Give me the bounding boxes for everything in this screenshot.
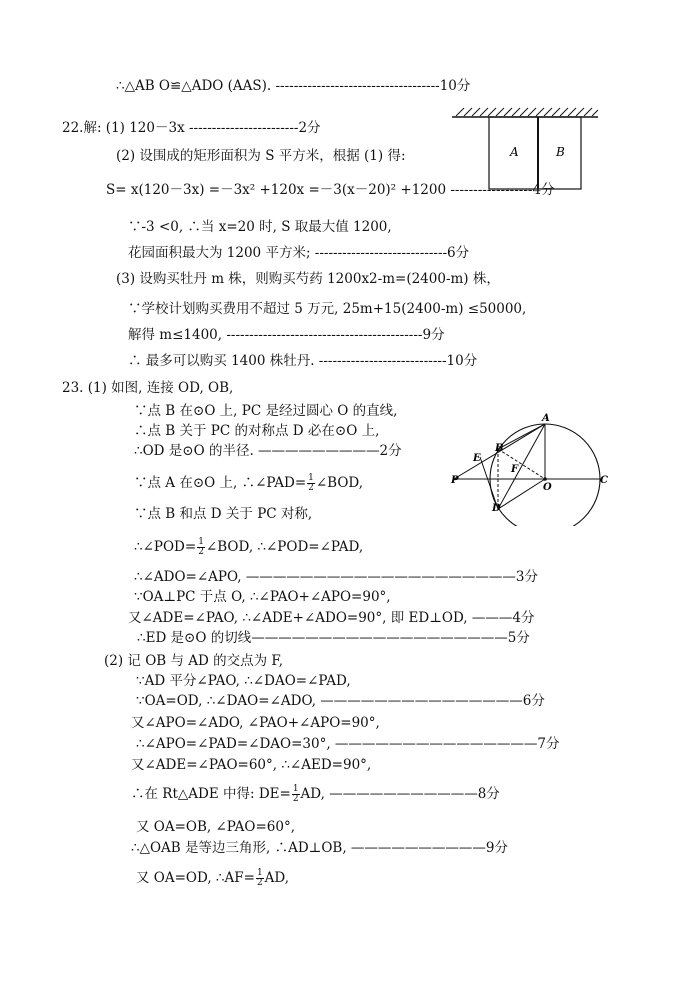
answer-23-tangent: ∴ED 是⊙O 的切线———————————————————5分: [137, 630, 530, 646]
answer-23-ed-perp-od: 又∠ADE=∠PAO, ∴∠ADE+∠ADO=90°, 即 ED⊥OD, ———4分: [128, 610, 535, 626]
angle-pod-text-end: ∠BOD, ∴∠POD=∠PAD,: [205, 539, 364, 555]
answer-23-ado-apo: ∴∠ADO=∠APO, ————————————————————3分: [134, 569, 538, 585]
de-text-end: AD, ———————————8分: [300, 786, 500, 802]
answer-23-equilateral: ∴△OAB 是等边三角形, ∴AD⊥OB, ——————————9分: [131, 840, 509, 856]
answer-23-isosceles: ∵OA=OD, ∴∠DAO=∠ADO, ———————————————6分: [136, 693, 545, 709]
segment-de: [480, 457, 498, 509]
point-f-label: F: [511, 464, 519, 475]
answer-22-part3-setup: (3) 设购买牡丹 m 株，则购买芍药 1200x2-m=(2400-m) 株，: [116, 271, 500, 287]
point-d-label: D: [492, 503, 501, 514]
answer-23-angle-sum: 又∠APO=∠ADO, ∠PAO+∠APO=90°,: [131, 715, 380, 731]
answer-22-inequality: ∵学校计划购买费用不超过 5 万元, 25m+15(2400-m) ≤50000,: [128, 301, 527, 317]
answer-23-aed-right: 又∠ADE=∠PAO=60°, ∴∠AED=90°,: [131, 757, 372, 773]
answer-22-conclusion: ∴ 最多可以购买 1400 株牡丹. ----------------------------10分: [128, 353, 478, 369]
answer-22-part2-setup: (2) 设围成的矩形面积为 S 平方米，根据 (1) 得:: [116, 148, 406, 164]
answer-23-part2-intro: (2) 记 OB 与 AD 的交点为 F,: [104, 653, 283, 669]
fraction-half: $\frac{1}{2}$: [308, 473, 314, 493]
point-c-label: C: [600, 475, 608, 486]
fraction-half: $\frac{1}{2}$: [198, 537, 204, 557]
region-b-label: B: [556, 145, 565, 159]
answer-23-perpendicular: ∵OA⊥PC 于点 O, ∴∠PAO+∠APO=90°,: [134, 589, 391, 605]
point-b-label: B: [495, 443, 504, 454]
answer-23-oa-ob: 又 OA=OB, ∠PAO=60°,: [136, 819, 295, 835]
answer-23-bisector: ∵AD 平分∠PAO, ∴∠DAO=∠PAD,: [136, 673, 351, 689]
answer-22-solve: 解得 m≤1400, -------------------------------------------9分: [128, 327, 445, 343]
answer-23-symmetry: ∵点 B 和点 D 关于 PC 对称,: [134, 506, 313, 522]
angle-pod-text: ∴∠POD=: [134, 539, 197, 555]
af-text-end: AD,: [264, 870, 290, 886]
angle-pad-text-end: ∠BOD,: [315, 475, 364, 491]
de-text: ∴在 Rt△ADE 中得: DE=: [131, 786, 291, 802]
answer-23-af-half-ad: [136, 869, 289, 888]
answer-21-conclusion: ∴△AB O≌△ADO (AAS). ------------------------------------10分: [116, 78, 471, 94]
answer-23-radius: ∴OD 是⊙O 的半径. —————————2分: [134, 443, 402, 459]
answer-22-part1: 22.解: (1) 120－3x ------------------------2分: [62, 120, 321, 136]
answer-23-part1-intro: 23. (1) 如图, 连接 OD, OB,: [62, 380, 234, 396]
answer-23-d-on-circle: ∴点 B 关于 PC 的对称点 D 必在⊙O 上,: [134, 423, 380, 439]
center-dot: [543, 477, 547, 481]
garden-rectangle: [489, 117, 581, 189]
fraction-half: $\frac{1}{2}$: [256, 868, 263, 888]
answer-23-b-on-circle: ∵点 B 在⊙O 上, PC 是经过圆心 O 的直线,: [134, 403, 398, 419]
point-o-label: O: [543, 482, 552, 493]
answer-23-de-half-ad: [131, 785, 500, 804]
angle-pad-text: ∵点 A 在⊙O 上, ∴∠PAD=: [134, 475, 307, 491]
region-a-label: A: [510, 145, 519, 159]
answer-22-area-formula: S= x(120－3x) =－3x² +120x =－3(x－20)² +1200 ------------------4分: [106, 182, 555, 198]
point-p-label: P: [451, 475, 459, 486]
answer-22-maximum: ∵-3 <0, ∴当 x=20 时, S 取最大值 1200,: [128, 219, 392, 235]
point-e-label: E: [473, 453, 481, 464]
answer-23-angle-pad: [134, 474, 363, 493]
answer-23-thirty-degrees: ∴∠APO=∠PAD=∠DAO=30°, ———————————————7分: [136, 736, 560, 752]
answer-23-angle-pod: [134, 538, 363, 557]
fraction-half: $\frac{1}{2}$: [292, 784, 299, 804]
wall-hatching: [456, 108, 598, 116]
segment-ob-dashed: [498, 449, 545, 479]
circle-tangent-figure: [440, 408, 620, 526]
segment-od: [498, 479, 545, 509]
point-a-label: A: [542, 413, 550, 424]
garden-rectangle-figure: [446, 104, 604, 194]
answer-22-max-area: 花园面积最大为 1200 平方米; -----------------------------6分: [128, 245, 470, 261]
af-text: 又 OA=OD, ∴AF=: [136, 870, 255, 886]
